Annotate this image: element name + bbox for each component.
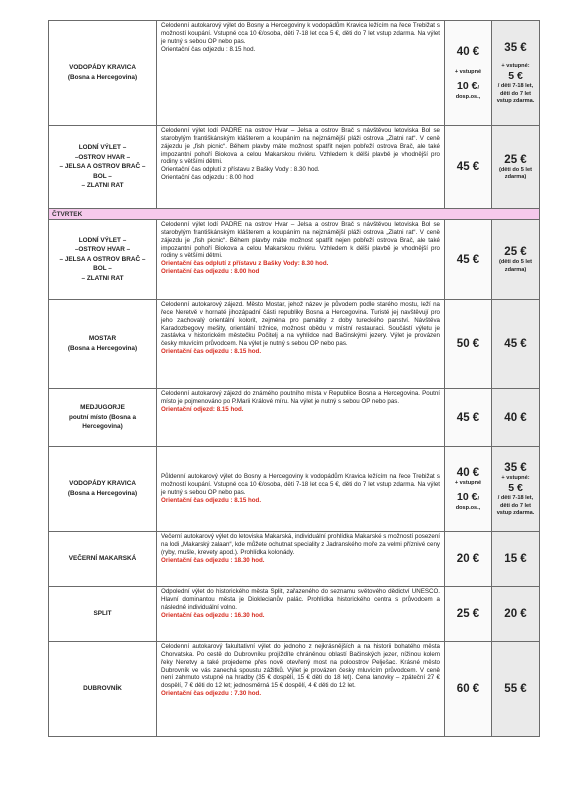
adult-price: 20 €	[456, 553, 480, 565]
trip-subname: Hercegovina)	[82, 423, 123, 431]
trip-name-line: – JELSA A OSTROV BRAČ –	[59, 163, 146, 171]
table-row	[49, 21, 540, 126]
departure-time: Orientační čas odjezdu : 8.00 hod	[161, 174, 254, 182]
trip-description: Odpolední výlet do historického města Split, zařazeného do seznamu světového dědictví UNESCO. Hlavní dominantou města je Dioklecianův palác. Prohlídka historického centra s průvodcem a následné individuální volno.	[161, 588, 440, 611]
adult-price: 45 €	[456, 253, 480, 266]
trip-subname: (Bosna a Hercegovina)	[67, 345, 138, 352]
child-price-cell	[492, 587, 540, 642]
day-label: ČTVRTEK	[49, 209, 540, 220]
excursion-table	[48, 20, 540, 737]
adult-price: 60 €	[456, 683, 480, 695]
adult-price-cell	[445, 447, 492, 532]
trip-name-line: – ZLATNI RAT	[81, 274, 124, 282]
trip-description-cell	[157, 220, 445, 300]
excursion-price-sheet	[48, 20, 535, 737]
adult-price: 40 €	[456, 45, 480, 58]
child-price-cell	[492, 300, 540, 389]
table-row	[49, 642, 540, 737]
sailing-time: Orientační čas odplutí z přístavu z Bašky Vody: 8.30 hod.	[161, 260, 329, 268]
trip-description-cell	[157, 447, 445, 532]
trip-name: MEDJUGORJE	[80, 404, 125, 412]
trip-name: VEČERNÍ MAKARSKÁ	[68, 555, 137, 563]
adult-price-cell	[445, 220, 492, 300]
child-free-note: (děti do 5 let zdarma)	[499, 259, 532, 273]
trip-name-cell	[49, 447, 157, 532]
child-price: 15 €	[504, 553, 527, 565]
adult-extra-unit: dosp.os.,	[455, 94, 481, 100]
child-price-cell	[492, 389, 540, 447]
departure-time: Orientační odjezd: 8.15 hod.	[161, 405, 244, 413]
child-price: 20 €	[504, 608, 527, 620]
trip-description: Večerní autokarový výlet do letoviska Makarská, individuální prohlídka Makarské s možností posezení na lodi „Makarský zalaan“, kde můžete ochutnat speciality z Jadranského moře za velmi příznivé ceny (ryby, mušle, krevety apod.). Prohlídka kolonády.	[161, 533, 440, 556]
child-price-cell	[492, 532, 540, 587]
trip-description: Celodenní autokarový zájezd. Město Mostar, jehož název je původem podle starého mostu, leží na řece Neretvě v hornaté jihozápadní části republiky Bosna a Hercegovina. Turisté jej navštěvují pro jeho zachovalý orientální kolorit, zejména pro památky z doby tureckého panství. Návštěva Karadozbegovy mešity, orientální tržnice, možnost obědu v místní restauraci. Součástí výletu je zastávka v historickém městečku Počitelj a na vyhlídce nad Bačinskými jezery. Výlet je provázen česky mluvícím průvodcem. Na výlet je nutný s sebou OP nebo pas.	[161, 301, 440, 348]
adult-price-cell	[445, 532, 492, 587]
adult-price-cell	[445, 21, 492, 126]
adult-price-cell	[445, 389, 492, 447]
trip-name-line: BOL –	[93, 265, 112, 273]
adult-price: 40 €	[456, 466, 480, 479]
adult-extra-slash: /	[477, 496, 479, 502]
child-extra-age: / děti 7-18 let,	[497, 83, 534, 90]
child-price-cell	[492, 220, 540, 300]
child-price-cell	[492, 126, 540, 209]
trip-name: LODNÍ VÝLET –	[78, 236, 127, 244]
adult-price: 50 €	[456, 338, 480, 350]
adult-extra-label: + vstupné	[454, 68, 482, 75]
adult-price: 45 €	[456, 161, 480, 173]
child-extra-price: 5 €	[508, 70, 523, 83]
table-row	[49, 389, 540, 447]
trip-name-line: –OSTROV HVAR –	[74, 153, 131, 161]
adult-price-cell	[445, 587, 492, 642]
child-price: 25 €	[504, 153, 527, 166]
trip-subname: (Bosna a Hercegovina)	[67, 74, 138, 81]
trip-name: VODOPÁDY KRAVICA	[69, 64, 136, 72]
trip-description: Celodenní výlet lodí PADRE na ostrov Hvar – Jelsa a ostrov Brač s návštěvou letoviska Bol se starobylým františkánským klášterem a koupáním na nejznámější pláži ostrova „Zlatni rat“. V ceně zájezdu je „fish picnic“. Během plavby máte možnost spatřit nejen pobřeží ostrova Brač, ale také impozantní pohoří Biokova a celou Makarskou riviéru. Vzhledem k délši plavbě je vhodnější pro rodiny s většími dětmi.	[161, 221, 440, 260]
adult-extra-unit: dosp.os.,	[455, 505, 481, 511]
departure-time: Orientační čas odjezdu : 8.00 hod	[161, 268, 260, 276]
trip-name: VODOPÁDY KRAVICA	[69, 480, 136, 488]
table-row	[49, 587, 540, 642]
child-extra-label: + vstupné:	[501, 62, 530, 69]
adult-extra-price: 10 €	[457, 491, 478, 503]
departure-time: Orientační čas odjezdu : 8.15 hod.	[161, 348, 262, 356]
adult-extra-label: + vstupné	[454, 479, 482, 486]
trip-description-cell	[157, 587, 445, 642]
adult-price: 25 €	[456, 608, 480, 620]
trip-description-cell	[157, 642, 445, 737]
child-price: 45 €	[504, 338, 527, 350]
trip-description: Celodenní výlet lodí PADRE na ostrov Hvar – Jelsa a ostrov Brač s návštěvou letoviska Bol se starobylým františkánským klášterem a koupáním na nejznámější pláži ostrova „Zlatni rat“. V ceně zájezdu je „fish picnic“. Během plavby máte možnost spatřit nejen pobřeží ostrova Brač, ale také impozantní pohoří Biokova a celou Makarskou riviéru. Vzhledem k délši plavbě je vhodnější pro rodiny s většími dětmi.	[161, 127, 440, 166]
adult-price: 45 €	[456, 411, 480, 424]
child-extra-label: + vstupné:	[501, 474, 530, 481]
trip-name: MOSTAR	[88, 335, 117, 343]
departure-time: Orientační čas odjezdu : 8.15 hod.	[161, 45, 256, 53]
child-price: 55 €	[504, 683, 527, 695]
table-row	[49, 126, 540, 209]
table-row	[49, 532, 540, 587]
table-row	[49, 220, 540, 300]
child-price: 25 €	[504, 246, 527, 259]
adult-price-cell	[445, 642, 492, 737]
trip-name: LODNÍ VÝLET –	[78, 144, 127, 152]
child-price-cell	[492, 21, 540, 126]
trip-subname: (Bosna a Hercegovina)	[67, 490, 138, 497]
trip-description-cell	[157, 21, 445, 126]
sailing-time: Orientační čas odplutí z přístavu z Bašky Vody : 8.30 hod.	[161, 166, 320, 174]
trip-name-line: –OSTROV HVAR –	[74, 246, 131, 254]
day-separator-row	[49, 209, 540, 220]
adult-extra-price: 10 €	[457, 80, 478, 92]
trip-name-cell	[49, 532, 157, 587]
child-extra-free: děti do 7 let vstup zdarma.	[496, 502, 535, 516]
adult-extra-slash: /	[477, 85, 479, 91]
child-extra-free: děti do 7 let vstup zdarma.	[496, 90, 535, 104]
child-extra-price: 5 €	[508, 482, 523, 495]
trip-name-cell	[49, 126, 157, 209]
child-free-note: (děti do 5 let zdarma)	[499, 166, 532, 180]
trip-description: Celodenní autokarový fakultativní výlet do jednoho z nejkrásnějších a na historii bohatého města Chorvatska. Po cestě do Dubrovníku projíždíte chráněnou oblastí Bačinských jezer, nížinou kolem řeky Neretvy a také projedeme přes nově otevřený most na poloostrov Pelješac. Krásné město Dubrovník ve vás zanechá spoustu zážitků. Výlet je provázen česky mluvícím průvodcem. V ceně není zahrnuto vstupné na hradby (35 € dospělí, 15 € děti do 18 let). Cena lanovky – zpáteční 27 € dospělí, 7 € děti do 12 let; jednosměrná 15 € dospělí, 4 € děti do 12 let.	[161, 643, 440, 690]
trip-description: Půldenní autokarový výlet do Bosny a Hercegoviny k vodopádům Kravica ležícím na řece Trebižat s možností koupání. Vstupné cca 10 €/osoba, děti 7-18 let cca 5 €, děti do 7 let vstup zdarma. Na výlet je nutný s sebou OP nebo pas.	[161, 473, 440, 496]
trip-name-cell	[49, 587, 157, 642]
trip-name: SPLIT	[93, 610, 112, 618]
child-price: 35 €	[504, 41, 527, 54]
trip-description: Celodenní autokarový zájezd do známého poutního místa v Republice Bosna a Hercegovina. Poutní místo je pojmenováno po P.Marii Králové míru. Na výlet je nutný s sebou OP nebo pas.	[161, 390, 440, 405]
trip-name-cell	[49, 642, 157, 737]
trip-description-cell	[157, 300, 445, 389]
trip-name-line: – ZLATNI RAT	[81, 182, 124, 190]
trip-name-cell	[49, 220, 157, 300]
departure-time: Orientační čas odjezdu : 16.30 hod.	[161, 611, 265, 619]
trip-description: Celodenní autokarový výlet do Bosny a Hercegoviny k vodopádům Kravica ležícím na řece Trebižat s možností koupání. Vstupné cca 10 €/osoba, děti 7-18 let cca 5 €, děti do 7 let vstup zdarma. Na výlet je nutný s sebou OP nebo pas.	[161, 22, 440, 45]
child-price-cell	[492, 447, 540, 532]
departure-time: Orientační čas odjezdu : 18.30 hod.	[161, 556, 265, 564]
adult-price-cell	[445, 126, 492, 209]
adult-price-cell	[445, 300, 492, 389]
trip-name-line: – JELSA A OSTROV BRAČ –	[59, 255, 146, 263]
trip-name-cell	[49, 389, 157, 447]
table-row	[49, 300, 540, 389]
child-extra-age: / děti 7-18 let,	[497, 495, 534, 502]
departure-time: Orientační čas odjezdu : 7.30 hod.	[161, 690, 262, 698]
trip-name-cell	[49, 300, 157, 389]
trip-name-cell	[49, 21, 157, 126]
trip-subname: poutní místo (Bosna a	[68, 413, 137, 421]
child-price: 35 €	[504, 461, 527, 474]
departure-time: Orientační čas odjezdu : 8.15 hod.	[161, 496, 262, 504]
trip-name-line: BOL –	[93, 172, 112, 180]
trip-description-cell	[157, 389, 445, 447]
child-price-cell	[492, 642, 540, 737]
table-row	[49, 447, 540, 532]
child-price: 40 €	[504, 411, 527, 424]
trip-name: DUBROVNÍK	[83, 685, 122, 693]
trip-description-cell	[157, 126, 445, 209]
trip-description-cell	[157, 532, 445, 587]
